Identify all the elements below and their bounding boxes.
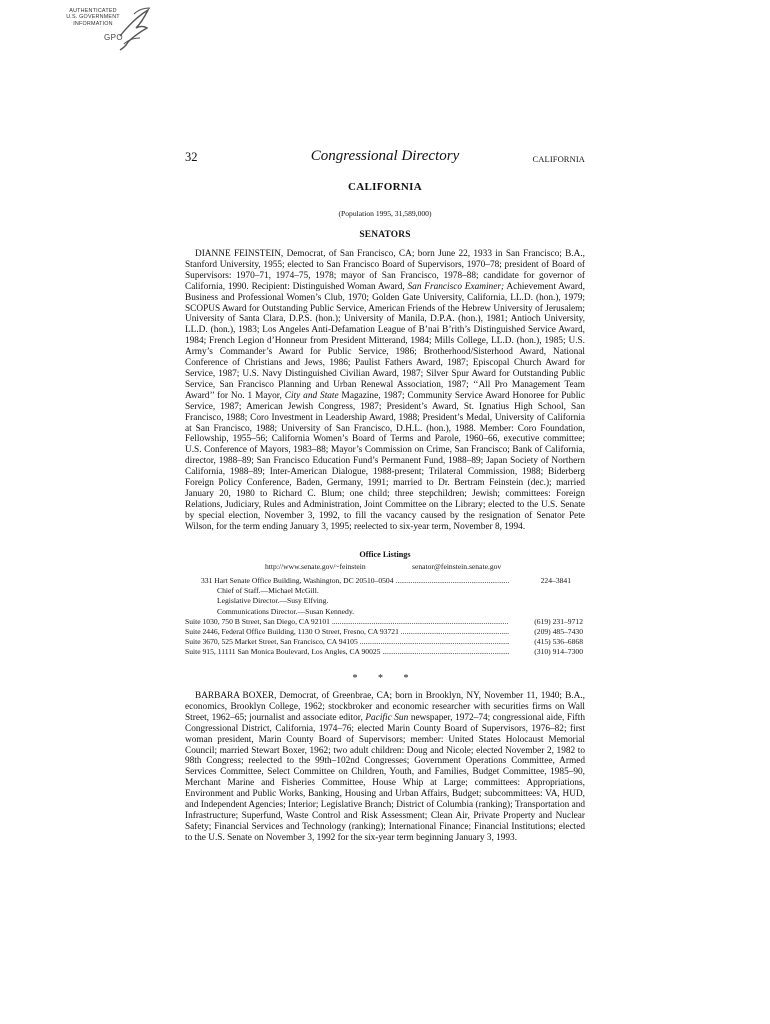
office-address: Suite 915, 11111 San Monica Boulevard, Los Angles, CA 90025 ..... [185, 647, 509, 657]
office-row-dc [185, 576, 585, 586]
bio-text: Magazine, 1987; Community Service Award Honoree for Public Service, 1987; American Jewish Congress, 1987; President’s Award, St. Ignatius High School, San Francisco, 1988; Coro Investment in Leadership Award, 1988; President’s Medal, University of California at San Francisco, 1988; University of San Francisco, D.H.L. (hon.), 1988. Member: Coro Foundation, Fellowship, 1955–56; California Women’s Board of Terms and Parole, 1960–66, executive committee; U.S. Conference of Mayors, 1983–88; Mayor’s Commission on Crime, San Francisco; Bank of California, director, 1988–89; San Francisco Education Fund’s Permanent Fund, 1988–89; Japan Society of Northern California, 1988–89; Inter-American Dialogue, 1988-present; Trilateral Commission, 1988; Biderberg Foreign Policy Conference, Baden, Germany, 1991; married to Dr. Bertram Feinstein (dec.); married January 20, 1980 to Richard C. Blum; one child; three stepchildren; Jewish; committees: Foreign Relations, Judiciary, Rules and Administration, Joint Committee on the Library; elected to the U.S. Senate by special election, November 3, 1992, to fill the vacancy caused by the resignation of Senator Pete Wilson, for the term ending January 3, 1995; reelected to six-year term, November 8, 1994. [185, 390, 585, 532]
running-title: Congressional Directory [310, 148, 460, 164]
office-listings-heading: Office Listings [359, 550, 411, 559]
office-phone: (619) 231–9712 [534, 616, 583, 626]
office-phone: (310) 914–7300 [534, 647, 583, 657]
bio-text: newspaper, 1972–74; congressional aide, Fifth Congressional District, California, 1974–76; elected Marin County Board of Supervisors, 1976–82; first woman president, Marin County Board of Supervisors; member: United States Holocaust Memorial Council; married Stewart Boxer, 1962; two adult children: Doug and Nicole; elected November 2, 1982 to 98th Congress; reelected to the 99th–102nd Congresses; Government Operations Committee, Armed Services Committee, Select Committee on Children, Youth, and Families, Budget Committee, 1985–90, Merchant Marine and Fisheries Committee, House Whip at Large; committees: Appropriations, Environment and Public Works, Banking, Housing and Urban Affairs, Budget; subcommittees: VA, HUD, and Independent Agencies; Interior; Legislative Branch; District of Columbia (ranking); Transportation and Infrastructure; Superfund, Waste Control and Risk Assessment; Clean Air, Private Property and Nuclear Safety; Financial Services and Technology (ranking); International Finance; Financial Institutions; elected to the U.S. Senate on November 3, 1992 for the six-year term beginning January 3, 1993. [185, 712, 585, 843]
senator-biography-boxer [185, 691, 585, 844]
office-phone: (209) 485–7430 [534, 626, 583, 636]
bio-publication-title: City and State [284, 390, 339, 401]
seal-gpo-mark: GPO [104, 33, 123, 42]
senator-biography-feinstein [185, 249, 585, 533]
gpo-authentication-seal [62, 6, 150, 52]
bio-publication-title: San Francisco Examiner; [407, 281, 505, 292]
bio-publication-title: Pacific Sun [365, 712, 409, 723]
staff-entry: Chief of Staff.—Michael McGill. [217, 586, 319, 596]
section-separator: * * * [352, 673, 418, 684]
office-phone: (415) 536–6868 [534, 637, 583, 647]
bio-text: DIANNE FEINSTEIN, Democrat, of San Francisco, CA; born June 22, 1933 in San Francisco; B.A., Stanford University, 1955; elected to San Francisco Board of Supervisors, 1970–78; president of Board of Supervisors: 1970–71, 1974–75, 1978; mayor of San Francisco, 1978–88; candidate for governor of California, 1990. Recipient: Distinguished Woman Award, [185, 249, 585, 292]
running-header [185, 150, 585, 170]
office-row [185, 627, 585, 637]
office-row [185, 647, 585, 657]
eagle-icon [114, 6, 152, 52]
office-row [185, 617, 585, 627]
office-address: 331 Hart Senate Office Building, Washington, DC 20510–0504 ..... [201, 576, 509, 586]
office-address: Suite 3670, 525 Market Street, San Francisco, CA 94105 ..... [185, 637, 509, 647]
page-number: 32 [185, 150, 198, 164]
population-note: (Population 1995, 31,589,000) [338, 209, 432, 218]
section-heading: SENATORS [359, 230, 411, 240]
email-link[interactable]: senator@feinstein.senate.gov [412, 562, 502, 571]
office-address: Suite 1030, 750 B Street, San Diego, CA 92101 ..... [185, 617, 509, 627]
bio-text: BARBARA BOXER, Democrat, of Greenbrae, CA; born in Brooklyn, NY, November 11, 1940; B.A., economics, Brooklyn College, 1962; stockbroker and economic researcher with securities firms on Wall Street, 1962–65; journalist and associate editor, [185, 691, 585, 723]
office-address: Suite 2446, Federal Office Building, 1130 O Street, Fresno, CA 93721 ..... [185, 627, 509, 637]
seal-line-3: INFORMATION [73, 20, 113, 27]
office-phone: 224–3841 [540, 576, 571, 585]
website-link[interactable]: http://www.senate.gov/~feinstein [265, 562, 366, 571]
running-state: CALIFORNIA [532, 154, 585, 164]
state-heading: CALIFORNIA [348, 181, 422, 193]
office-row [185, 637, 585, 647]
staff-entry: Legislative Director.—Susy Elfving. [217, 596, 329, 606]
bio-text: Achievement Award, Business and Professional Women’s Club, 1970; Golden Gate University, California, LL.D. (hon.), 1979; SCOPUS Award for Outstanding Public Service, American Friends of the Hebrew University of Jerusalem; University of Santa Clara, D.P.S. (hon.); University of Manila, D.P.A. (hon.), 1981; Antioch University, LL.D. (hon.), 1983; Los Angeles Anti-Defamation League of B’nai B’rith’s Distinguished Service Award, 1984; French Legion d’Honneur from President Mitterand, 1984; Mills College, LL.D. (hon.), 1985; U.S. Army’s Commander’s Award for Public Service, 1986; Brotherhood/Sisterhood Award, National Conference of Christians and Jews, 1986; Paulist Fathers Award, 1987; Episcopal Church Award for Service, 1987; U.S. Navy Distinguished Civilian Award, 1987; Silver Spur Award for Outstanding Public Service, San Francisco Planning and Urban Renewal Association, 1987; ‘‘All Pro Management Team Award’’ for No. 1 Mayor, [185, 281, 585, 401]
staff-entry: Communications Director.—Susan Kennedy. [217, 606, 355, 616]
seal-line-1: AUTHENTICATED [69, 8, 117, 14]
seal-line-2: U.S. GOVERNMENT [66, 14, 120, 21]
office-listings [185, 576, 585, 658]
